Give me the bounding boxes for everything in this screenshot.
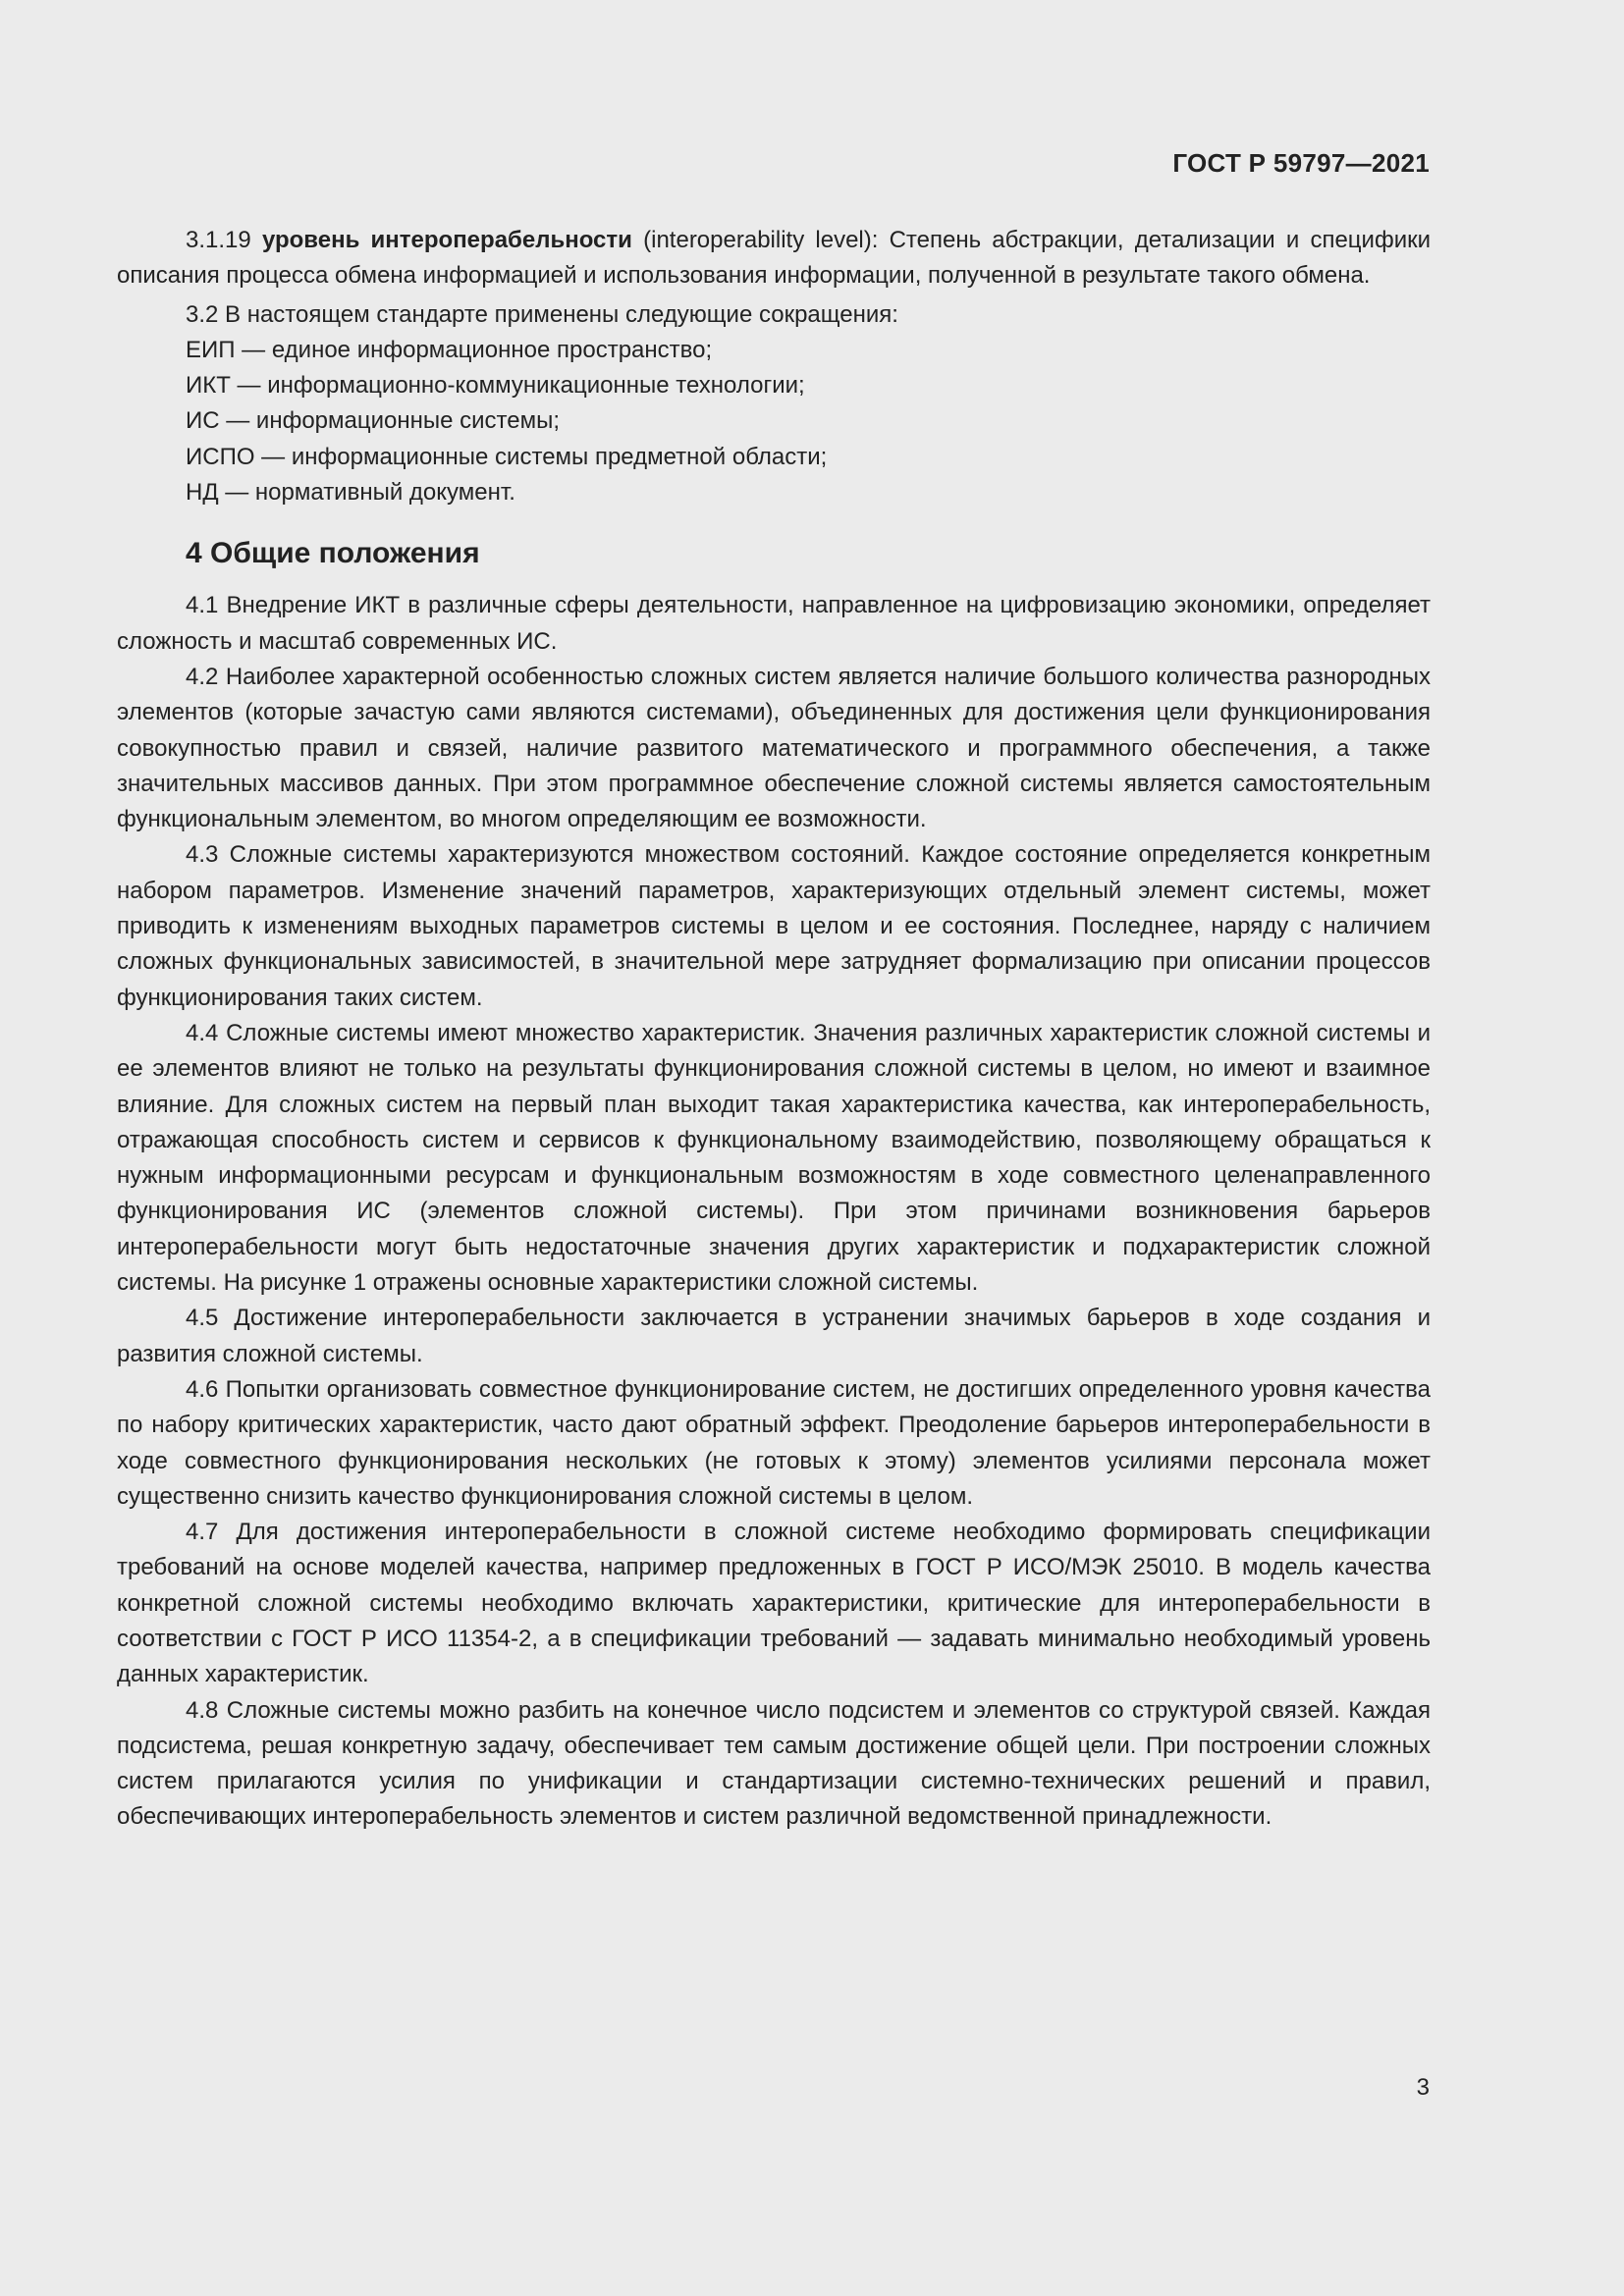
section-paragraph: 4.1 Внедрение ИКТ в различные сферы деятельности, направленное на цифровизацию экономики, определяет сложность и масштаб современных ИС. (117, 592, 1431, 655)
document-id-header: ГОСТ Р 59797—2021 (1172, 148, 1430, 178)
abbreviations-list (117, 333, 1431, 510)
abbreviation-item: ИКТ — информационно-коммуникационные технологии; (186, 372, 805, 400)
definition-term: уровень интероперабельности (261, 227, 632, 253)
definition-text: (interoperability level): Степень абстракции, детализации и специфики описания процесса обмена информацией и использования информации, полученной в результате такого обмена. (117, 227, 1432, 290)
definition-number: 3.1.19 (186, 227, 251, 253)
abbreviation-item: ИС — информационные системы; (186, 407, 561, 435)
section-paragraph: 4.8 Сложные системы можно разбить на конечное число подсистем и элементов со структурой связей. Каждая подсистема, решая конкретную задачу, обеспечивает тем самым достижение общей цели. При построении сложных систем прилагаются усилия по унификации и стандартизации системно-технических решений и правил, обеспечивающих интероперабельность элементов и систем различной ведомственной принадлежности. (117, 1696, 1431, 1831)
abbreviation-item: ИСПО — информационные системы предметной области; (186, 443, 828, 470)
abbreviation-item: НД — нормативный документ. (186, 479, 515, 507)
section-paragraph: 4.5 Достижение интероперабельности заключается в устранении значимых барьеров в ходе создания и развития сложной системы. (117, 1305, 1431, 1367)
abbreviations-intro: 3.2 В настоящем стандарте применены следующие сокращения: (186, 300, 898, 328)
section-heading: 4 Общие положения (186, 537, 480, 570)
section-paragraph: 4.4 Сложные системы имеют множество характеристик. Значения различных характеристик сложной системы и ее элементов влияют не только на результаты функционирования сложной системы в целом, но имеют и взаимное влияние. Для сложных систем на первый план выходит такая характеристика качества, как интероперабельность, отражающая способность систем и сервисов к функциональному взаимодействию, позволяющему обращаться к нужным информационными ресурсам и функциональным возможностям в ходе совместного целенаправленного функционирования ИС (элементов сложной системы). При этом причинами возникновения барьеров интероперабельности могут быть недостаточные значения других характеристик и подхарактеристик сложной системы. На рисунке 1 отражены основные характеристики сложной системы. (117, 1019, 1431, 1297)
abbreviation-item: ЕИП — единое информационное пространство; (186, 336, 713, 363)
section-paragraph: 4.6 Попытки организовать совместное функционирование систем, не достигших определенного уровня качества по набору критических характеристик, часто дают обратный эффект. Преодоление барьеров интероперабельности в ходе совместного функционирования нескольких (не готовых к этому) элементов усилиями персонала может существенно снизить качество функционирования сложной системы в целом. (117, 1375, 1431, 1510)
document-body (117, 223, 1431, 1836)
section-paragraph: 4.3 Сложные системы характеризуются множеством состояний. Каждое состояние определяется конкретным набором параметров. Изменение значений параметров, характеризующих отдельный элемент системы, может приводить к изменениям выходных параметров системы в целом и ее состояния. Последнее, наряду с наличием сложных функциональных зависимостей, в значительной мере затрудняет формализацию при описании процессов функционирования таких систем. (117, 841, 1431, 1011)
page-number: 3 (1416, 2074, 1430, 2101)
section-paragraph: 4.7 Для достижения интероперабельности в сложной системе необходимо формировать спецификации требований на основе моделей качества, например предложенных в ГОСТ Р ИСО/МЭК 25010. В модель качества конкретной сложной системы необходимо включать характеристики, критические для интероперабельности в соответствии с ГОСТ Р ИСО 11354-2, а в спецификации требований — задавать минимально необходимый уровень данных характеристик. (117, 1519, 1431, 1688)
definition-paragraph (117, 223, 1431, 294)
section-paragraph: 4.2 Наиболее характерной особенностью сложных систем является наличие большого количества разнородных элементов (которые зачастую сами являются системами), объединенных для достижения цели функционирования совокупностью правил и связей, наличие развитого математического и программного обеспечения, а также значительных массивов данных. При этом программное обеспечение сложной системы является самостоятельным функциональным элементом, во многом определяющим ее возможности. (117, 663, 1431, 833)
